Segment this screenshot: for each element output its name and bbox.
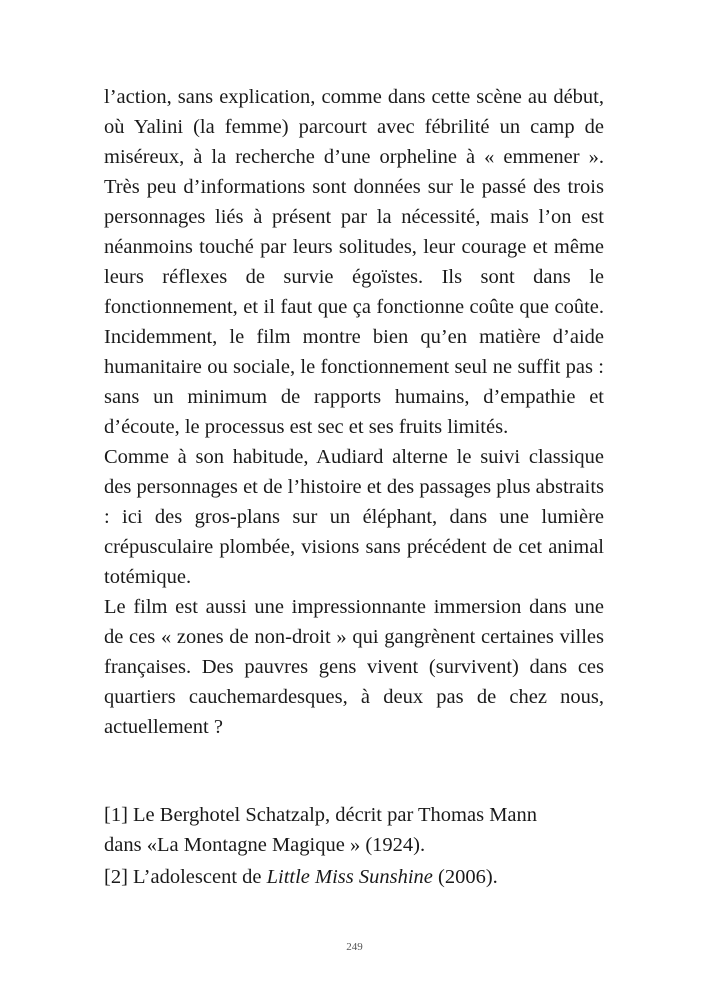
paragraph-2: Comme à son habitude, Audiard alterne le suivi classique des personnages et de l’histoire et des passages plus abstraits : ici des gros-plans sur un éléphant, dans une lumière crépusculaire plombée, visions sans précédent de cet animal totémique. (104, 446, 604, 588)
footnote-1 (104, 800, 624, 860)
paragraph-1: l’action, sans explication, comme dans cette scène au début, où Yalini (la femme) parcourt avec fébrilité un camp de miséreux, à la recherche d’une orpheline à « emmener ». Très peu d’informations sont données sur le passé des trois personnages liés à présent par la nécessité, mais l’on est néanmoins touché par leurs solitudes, leur courage et même leurs réflexes de survie égoïstes. Ils sont dans le fonctionnement, et il faut que ça fonctionne coûte que coûte. Incidemment, le film montre bien qu’en matière d’aide humanitaire ou sociale, le fonctionnement seul ne suffit pas : sans un minimum de rapports humains, d’empathie et d’écoute, le processus est sec et ses fruits limités. (104, 86, 604, 438)
paragraph-3: Le film est aussi une impressionnante immersion dans une de ces « zones de non-droit » qui gangrènent certaines villes françaises. Des pauvres gens vivent (survivent) dans ces quartiers cauchemardesques, à deux pas de chez nous, actuellement ? (104, 596, 604, 738)
footnote-1-line-1: [1] Le Berghotel Schatzalp, décrit par Thomas Mann (104, 804, 538, 826)
page-number: 249 (346, 941, 363, 953)
footnote-2-prefix: [2] L’adolescent de (104, 866, 267, 888)
footnote-2-suffix: (2006). (432, 866, 498, 888)
body-text (104, 82, 604, 742)
footnote-2 (104, 862, 624, 892)
footnote-1-line-2: dans «La Montagne Magique » (1924). (104, 834, 426, 856)
footnote-2-film-title: Little Miss Sunshine (266, 866, 433, 888)
